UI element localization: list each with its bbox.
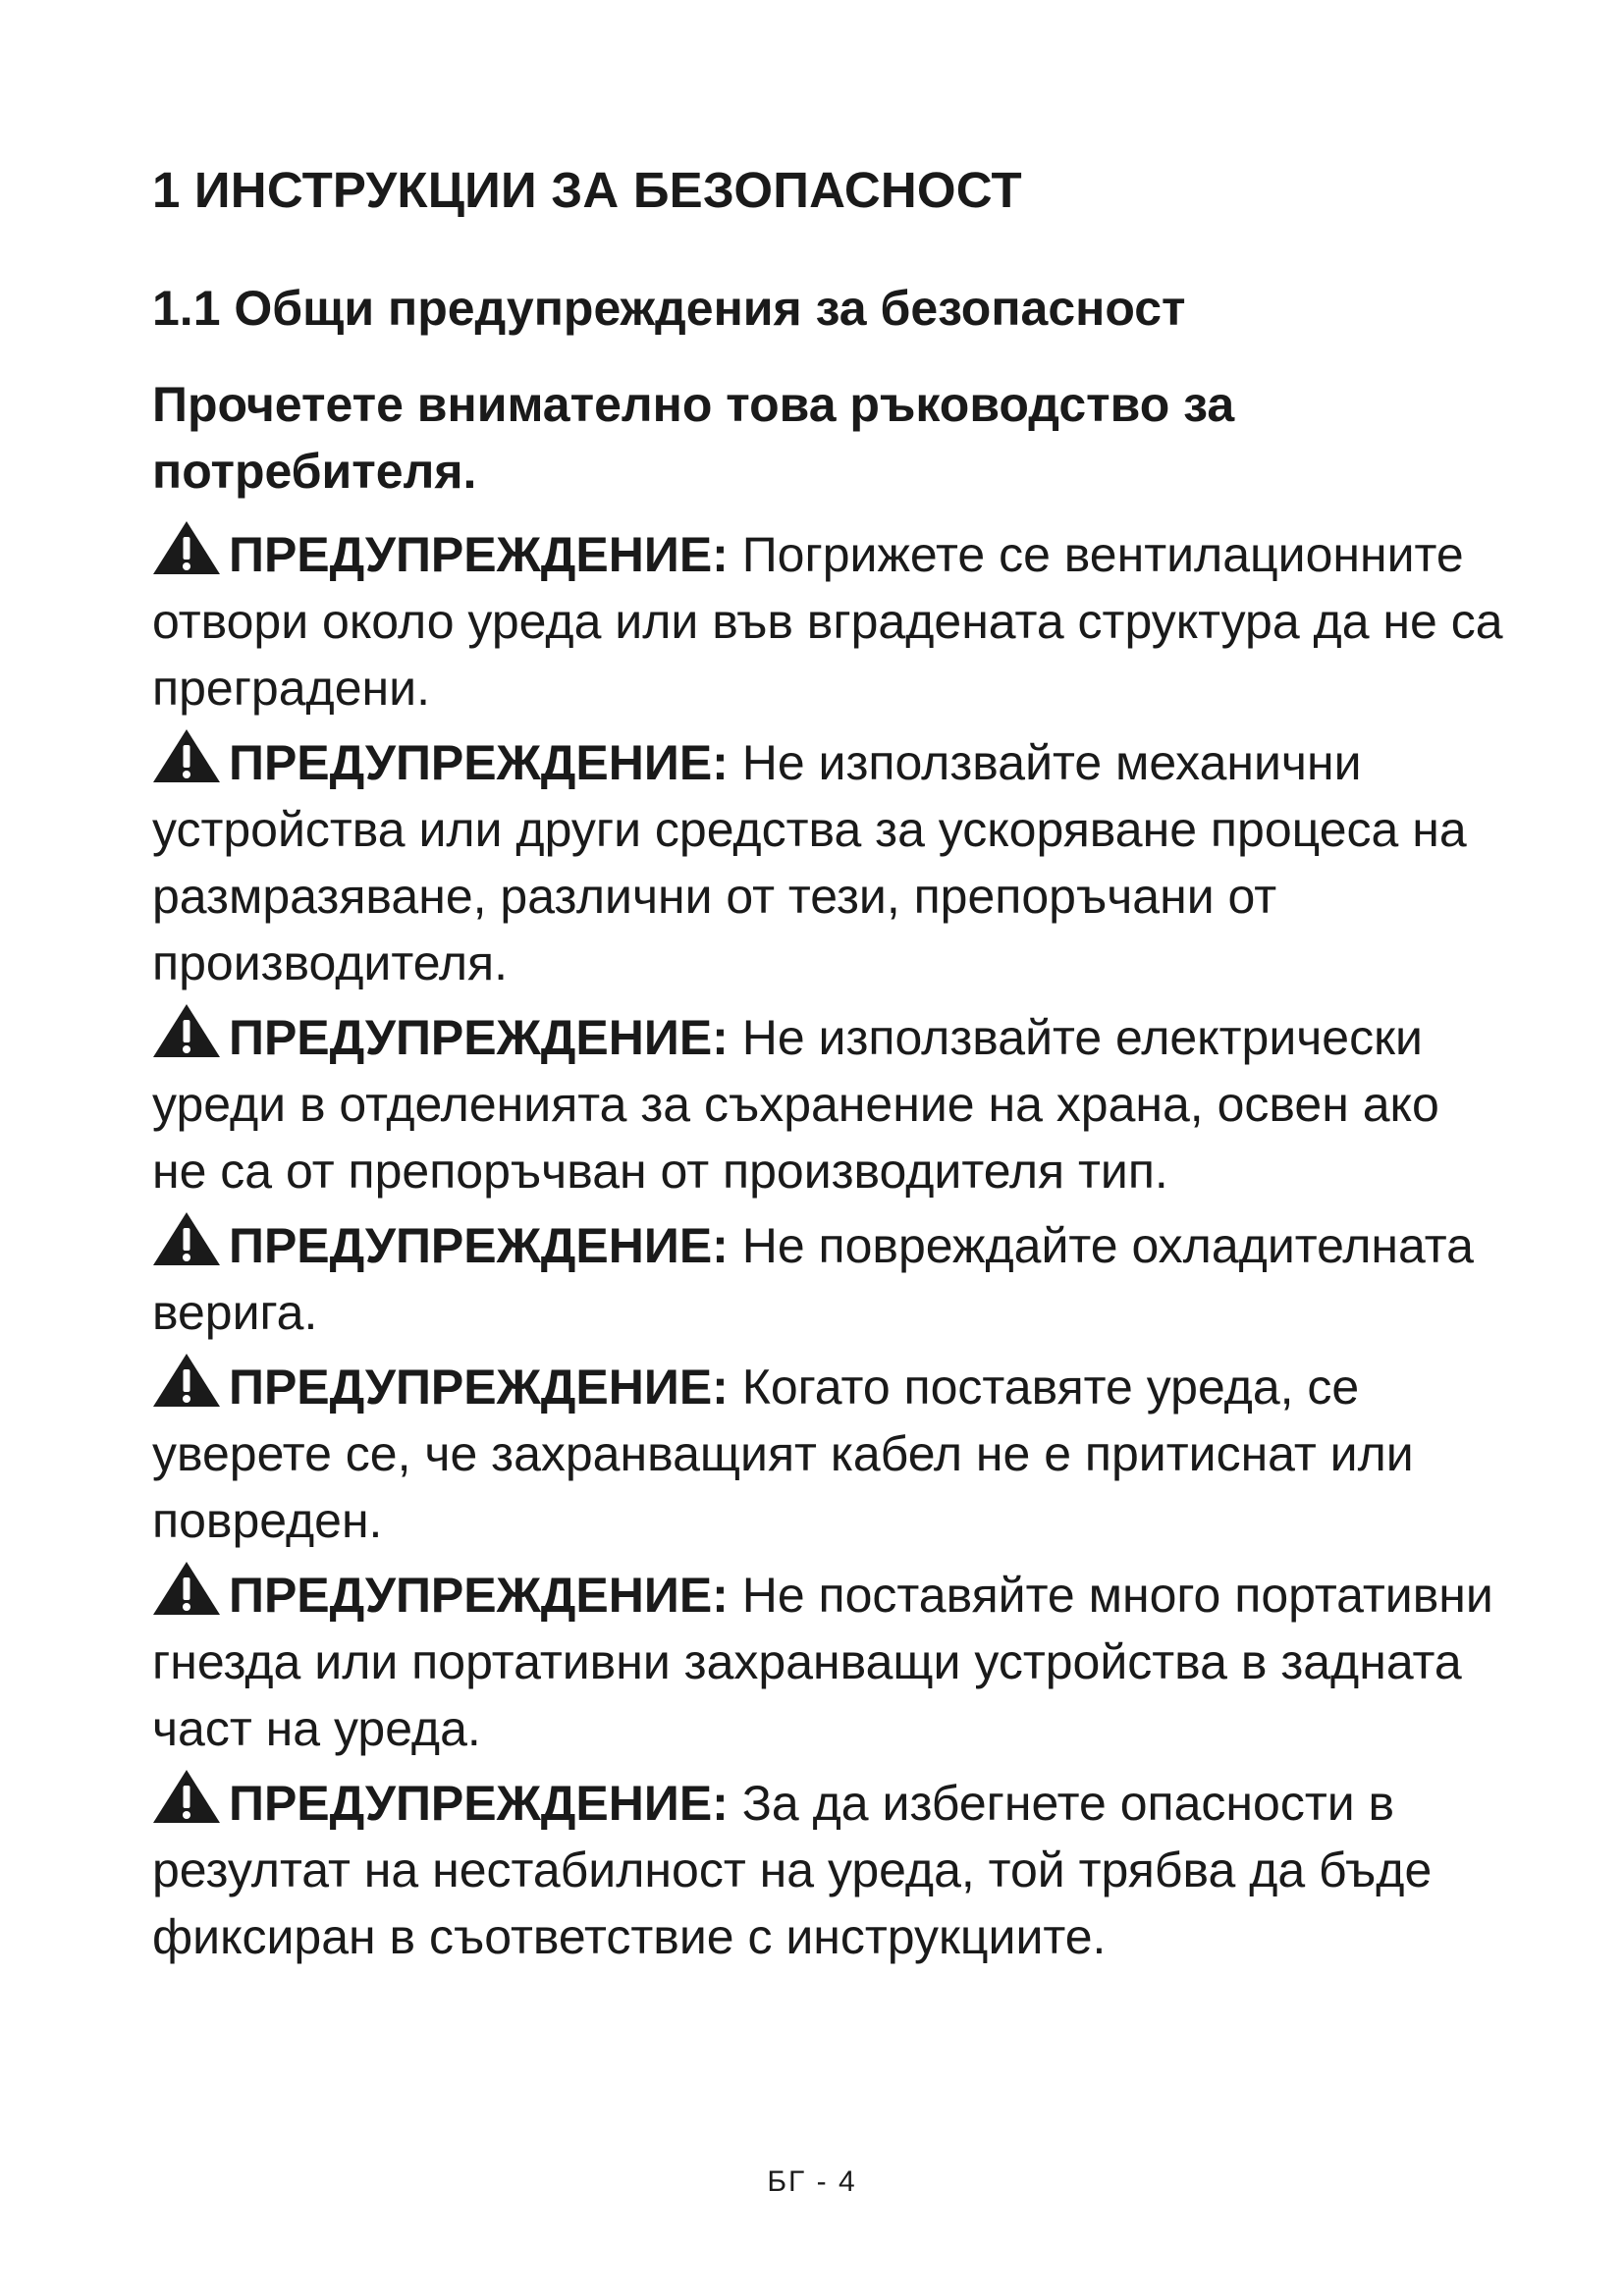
warning-item (152, 520, 1507, 721)
warning-item (152, 1211, 1507, 1346)
warning-label: ПРЕДУПРЕЖДЕНИЕ: (229, 735, 729, 790)
warning-label: ПРЕДУПРЕЖДЕНИЕ: (229, 1218, 729, 1273)
warning-label: ПРЕДУПРЕЖДЕНИЕ: (229, 1568, 729, 1623)
warning-item (152, 1353, 1507, 1554)
warning-text: Погрижете се вентилационните отвори около уреда или във вградената структура да не са преградени. (152, 527, 1503, 716)
warning-item (152, 1561, 1507, 1762)
warning-text: Не поставяйте много портативни гнезда или портативни захранващи устройства в задната част на уреда. (152, 1568, 1493, 1756)
warning-item (152, 728, 1507, 996)
warning-text: Не използвайте механични устройства или други средства за ускоряване процеса на размразяване, различни от тези, препоръчани от производителя. (152, 735, 1467, 990)
warning-triangle-icon (152, 1353, 221, 1408)
document-page (152, 147, 1507, 1977)
warnings-list (152, 520, 1507, 1970)
warning-item (152, 1769, 1507, 1970)
warning-label: ПРЕДУПРЕЖДЕНИЕ: (229, 1010, 729, 1065)
intro-paragraph: Прочетете внимателно това ръководство за потребителя. (152, 377, 1235, 499)
warning-label: ПРЕДУПРЕЖДЕНИЕ: (229, 1360, 729, 1415)
warning-label: ПРЕДУПРЕЖДЕНИЕ: (229, 527, 729, 582)
warning-text: Не използвайте електрически уреди в отделенията за съхранение на храна, освен ако не са от препоръчван от производителя тип. (152, 1010, 1439, 1199)
warning-triangle-icon (152, 1003, 221, 1058)
warning-triangle-icon (152, 728, 221, 783)
section-heading: 1 ИНСТРУКЦИИ ЗА БЕЗОПАСНОСТ (152, 162, 1022, 218)
warning-item (152, 1003, 1507, 1204)
warning-triangle-icon (152, 520, 221, 575)
warning-label: ПРЕДУПРЕЖДЕНИЕ: (229, 1776, 729, 1831)
warning-text: Не повреждайте охладителната верига. (152, 1218, 1474, 1340)
warning-triangle-icon (152, 1211, 221, 1266)
subsection-heading: 1.1 Общи предупреждения за безопасност (152, 281, 1186, 336)
warning-triangle-icon (152, 1561, 221, 1616)
warning-text: За да избегнете опасности в резултат на нестабилност на уреда, той трябва да бъде фиксиран в съответствие с инструкциите. (152, 1776, 1433, 1964)
warning-triangle-icon (152, 1769, 221, 1824)
warning-text: Когато поставяте уреда, се уверете се, че захранващият кабел не е притиснат или повреден. (152, 1360, 1414, 1548)
page-number: БГ - 4 (767, 2165, 857, 2198)
